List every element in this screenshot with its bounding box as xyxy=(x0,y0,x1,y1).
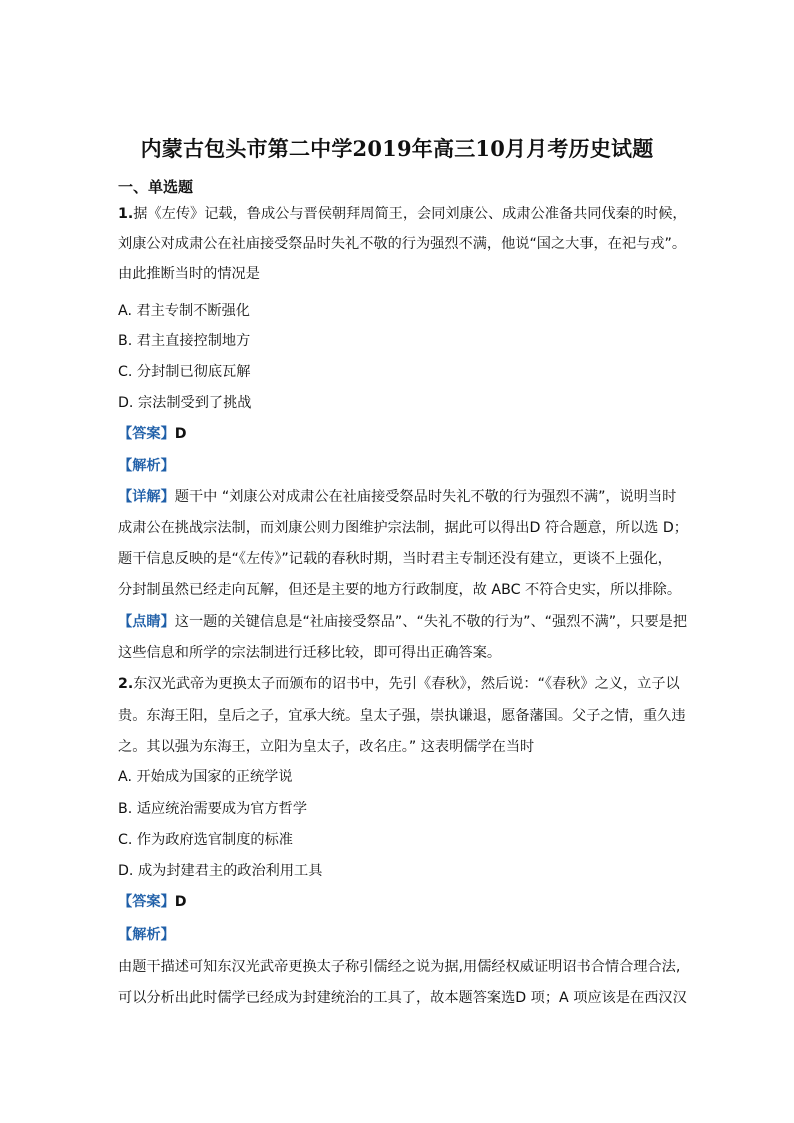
q1-detail-line-2: 成肃公在挑战宗法制，而刘康公则力图维护宗法制，据此可以得出D 符合题意，所以选 D； xyxy=(118,520,688,536)
detail-text: 题干中 “刘康公对成肃公在社庙接受祭品时失礼不敬的行为强烈不满”，说明当时 xyxy=(174,489,677,505)
analysis-tag: 【解析】 xyxy=(118,458,175,474)
point-tag: 【点睛】 xyxy=(118,614,175,630)
q1-detail-line-1 xyxy=(118,487,676,507)
question-number: 1. xyxy=(118,206,134,222)
detail-tag: 【详解】 xyxy=(118,489,175,505)
question-2-line-3: 之。其以强为东海王，立阳为皇太子，改名庄。” 这表明儒学在当时 xyxy=(118,739,535,755)
q1-option-b: B. 君主直接控制地方 xyxy=(118,333,251,349)
q1-point-line-1 xyxy=(118,612,687,632)
answer-tag: 【答案】 xyxy=(118,894,175,910)
q1-detail-line-3: 题干信息反映的是“《左传》”记载的春秋时期，当时君主专制还没有建立，更谈不上强化， xyxy=(118,551,672,567)
q1-answer xyxy=(118,424,187,444)
q2-option-d: D. 成为封建君主的政治利用工具 xyxy=(118,863,323,879)
q2-analysis-tag xyxy=(118,925,175,945)
q1-analysis-tag xyxy=(118,456,175,476)
question-1-line-1 xyxy=(118,204,687,224)
q2-analysis-line-2: 可以分析出此时儒学已经成为封建统治的工具了，故本题答案选D 项；A 项应该是在西汉汉 xyxy=(118,990,687,1006)
question-number: 2. xyxy=(118,676,134,692)
question-text: 东汉光武帝为更换太子而颁布的诏书中，先引《春秋》，然后说：“《春秋》之义，立子以 xyxy=(133,676,680,692)
q1-option-d: D. 宗法制受到了挑战 xyxy=(118,395,252,411)
q2-option-c: C. 作为政府选官制度的标准 xyxy=(118,832,293,848)
point-text: 这一题的关键信息是“社庙接受祭品”、“失礼不敬的行为”、“强烈不满”，只要是把 xyxy=(174,614,688,630)
answer-value: D xyxy=(174,894,187,910)
q1-point-line-2: 这些信息和所学的宗法制进行迁移比较，即可得出正确答案。 xyxy=(118,645,502,661)
q1-detail-line-4: 分封制虽然已经走向瓦解，但还是主要的地方行政制度，故 ABC 不符合史实，所以排除。 xyxy=(118,582,682,598)
q2-option-a: A. 开始成为国家的正统学说 xyxy=(118,769,293,785)
question-2-line-2: 贵。东海王阳，皇后之子，宜承大统。皇太子强，崇执谦退，愿备藩国。父子之情，重久违 xyxy=(118,708,686,724)
analysis-tag: 【解析】 xyxy=(118,927,175,943)
q2-option-b: B. 适应统治需要成为官方哲学 xyxy=(118,801,308,817)
q1-option-a: A. 君主专制不断强化 xyxy=(118,303,250,319)
question-text: 据《左传》记载，鲁成公与晋侯朝拜周简王，会同刘康公、成肃公准备共同伐秦的时候， xyxy=(133,206,687,222)
question-1-line-2: 刘康公对成肃公在社庙接受祭品时失礼不敬的行为强烈不满，他说“国之大事，在祀与戎”。 xyxy=(118,236,687,252)
q2-analysis-line-1: 由题干描述可知东汉光武帝更换太子称引儒经之说为据,用儒经权威证明诏书合情合理合法, xyxy=(118,959,681,975)
answer-value: D xyxy=(174,426,187,442)
page-title: 内蒙古包头市第二中学2019年高三10月月考历史试题 xyxy=(140,136,654,161)
answer-tag: 【答案】 xyxy=(118,426,175,442)
q2-answer xyxy=(118,892,187,912)
question-1-line-3: 由此推断当时的情况是 xyxy=(118,266,260,282)
q1-option-c: C. 分封制已彻底瓦解 xyxy=(118,364,251,380)
section-heading: 一、单选题 xyxy=(118,178,194,196)
question-2-line-1 xyxy=(118,674,680,694)
